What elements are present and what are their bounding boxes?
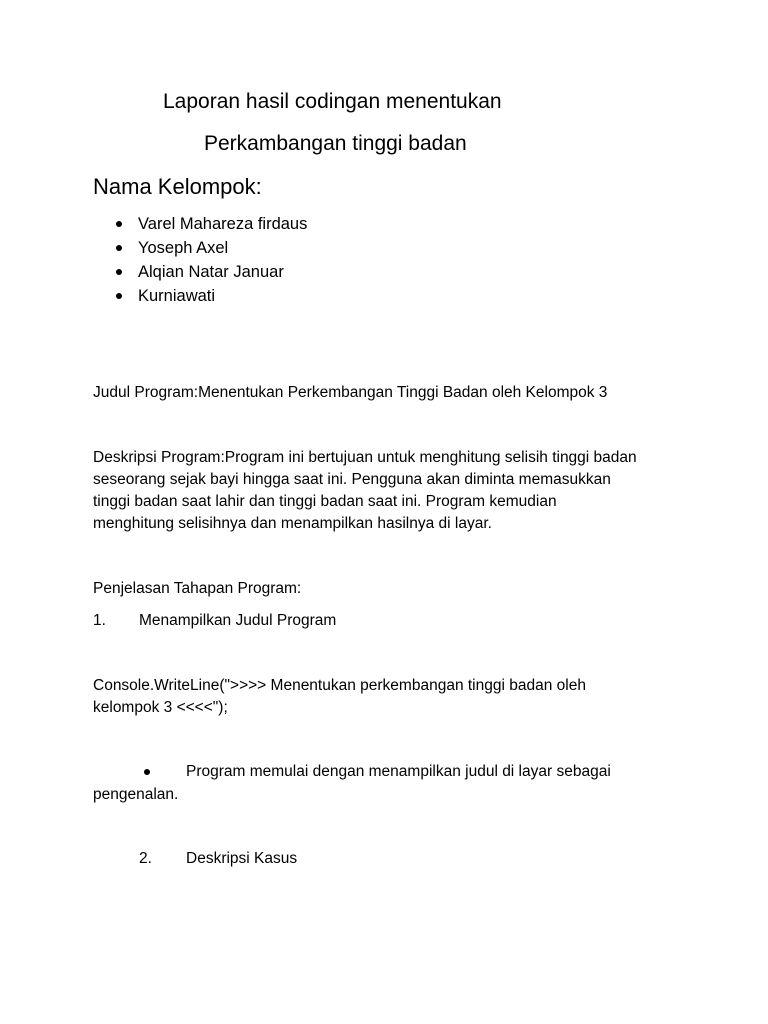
- member-name: Alqian Natar Januar: [138, 263, 284, 281]
- document-title-line-2: Perkambangan tinggi badan: [204, 132, 467, 155]
- group-heading: Nama Kelompok:: [93, 174, 262, 199]
- step-1-note-line-1: Program memulai dengan menampilkan judul di layar sebagai: [186, 763, 611, 780]
- step-2-number: 2.: [139, 850, 152, 867]
- member-list: [116, 212, 307, 308]
- member-name: Yoseph Axel: [138, 239, 229, 257]
- program-title: Judul Program:Menentukan Perkembangan Tinggi Badan oleh Kelompok 3: [93, 384, 608, 401]
- bullet-icon: [144, 769, 150, 775]
- step-2-label: Deskripsi Kasus: [186, 850, 298, 867]
- bullet-icon: [116, 293, 122, 299]
- member-item: [116, 260, 307, 284]
- document-title-line-1: Laporan hasil codingan menentukan: [163, 90, 502, 113]
- description-line-3: tinggi badan saat lahir dan tinggi badan saat ini. Program kemudian: [93, 493, 557, 510]
- member-name: Varel Mahareza firdaus: [138, 215, 308, 233]
- member-item: [116, 284, 307, 308]
- steps-heading: Penjelasan Tahapan Program:: [93, 580, 302, 597]
- step-1-number: 1.: [93, 612, 106, 629]
- step-1-note-line-2: pengenalan.: [93, 786, 179, 803]
- code-line-2: kelompok 3 <<<<");: [93, 699, 228, 716]
- description-line-1: Deskripsi Program:Program ini bertujuan untuk menghitung selisih tinggi badan: [93, 449, 637, 466]
- member-item: [116, 236, 307, 260]
- code-line-1: Console.WriteLine(">>>> Menentukan perkembangan tinggi badan oleh: [93, 677, 586, 694]
- bullet-icon: [116, 269, 122, 275]
- description-line-2: seseorang sejak bayi hingga saat ini. Pengguna akan diminta memasukkan: [93, 471, 611, 488]
- description-line-4: menghitung selisihnya dan menampilkan hasilnya di layar.: [93, 515, 492, 532]
- member-item: [116, 212, 307, 236]
- bullet-icon: [116, 221, 122, 227]
- bullet-icon: [116, 245, 122, 251]
- step-1-label: Menampilkan Judul Program: [139, 612, 337, 629]
- member-name: Kurniawati: [138, 287, 216, 305]
